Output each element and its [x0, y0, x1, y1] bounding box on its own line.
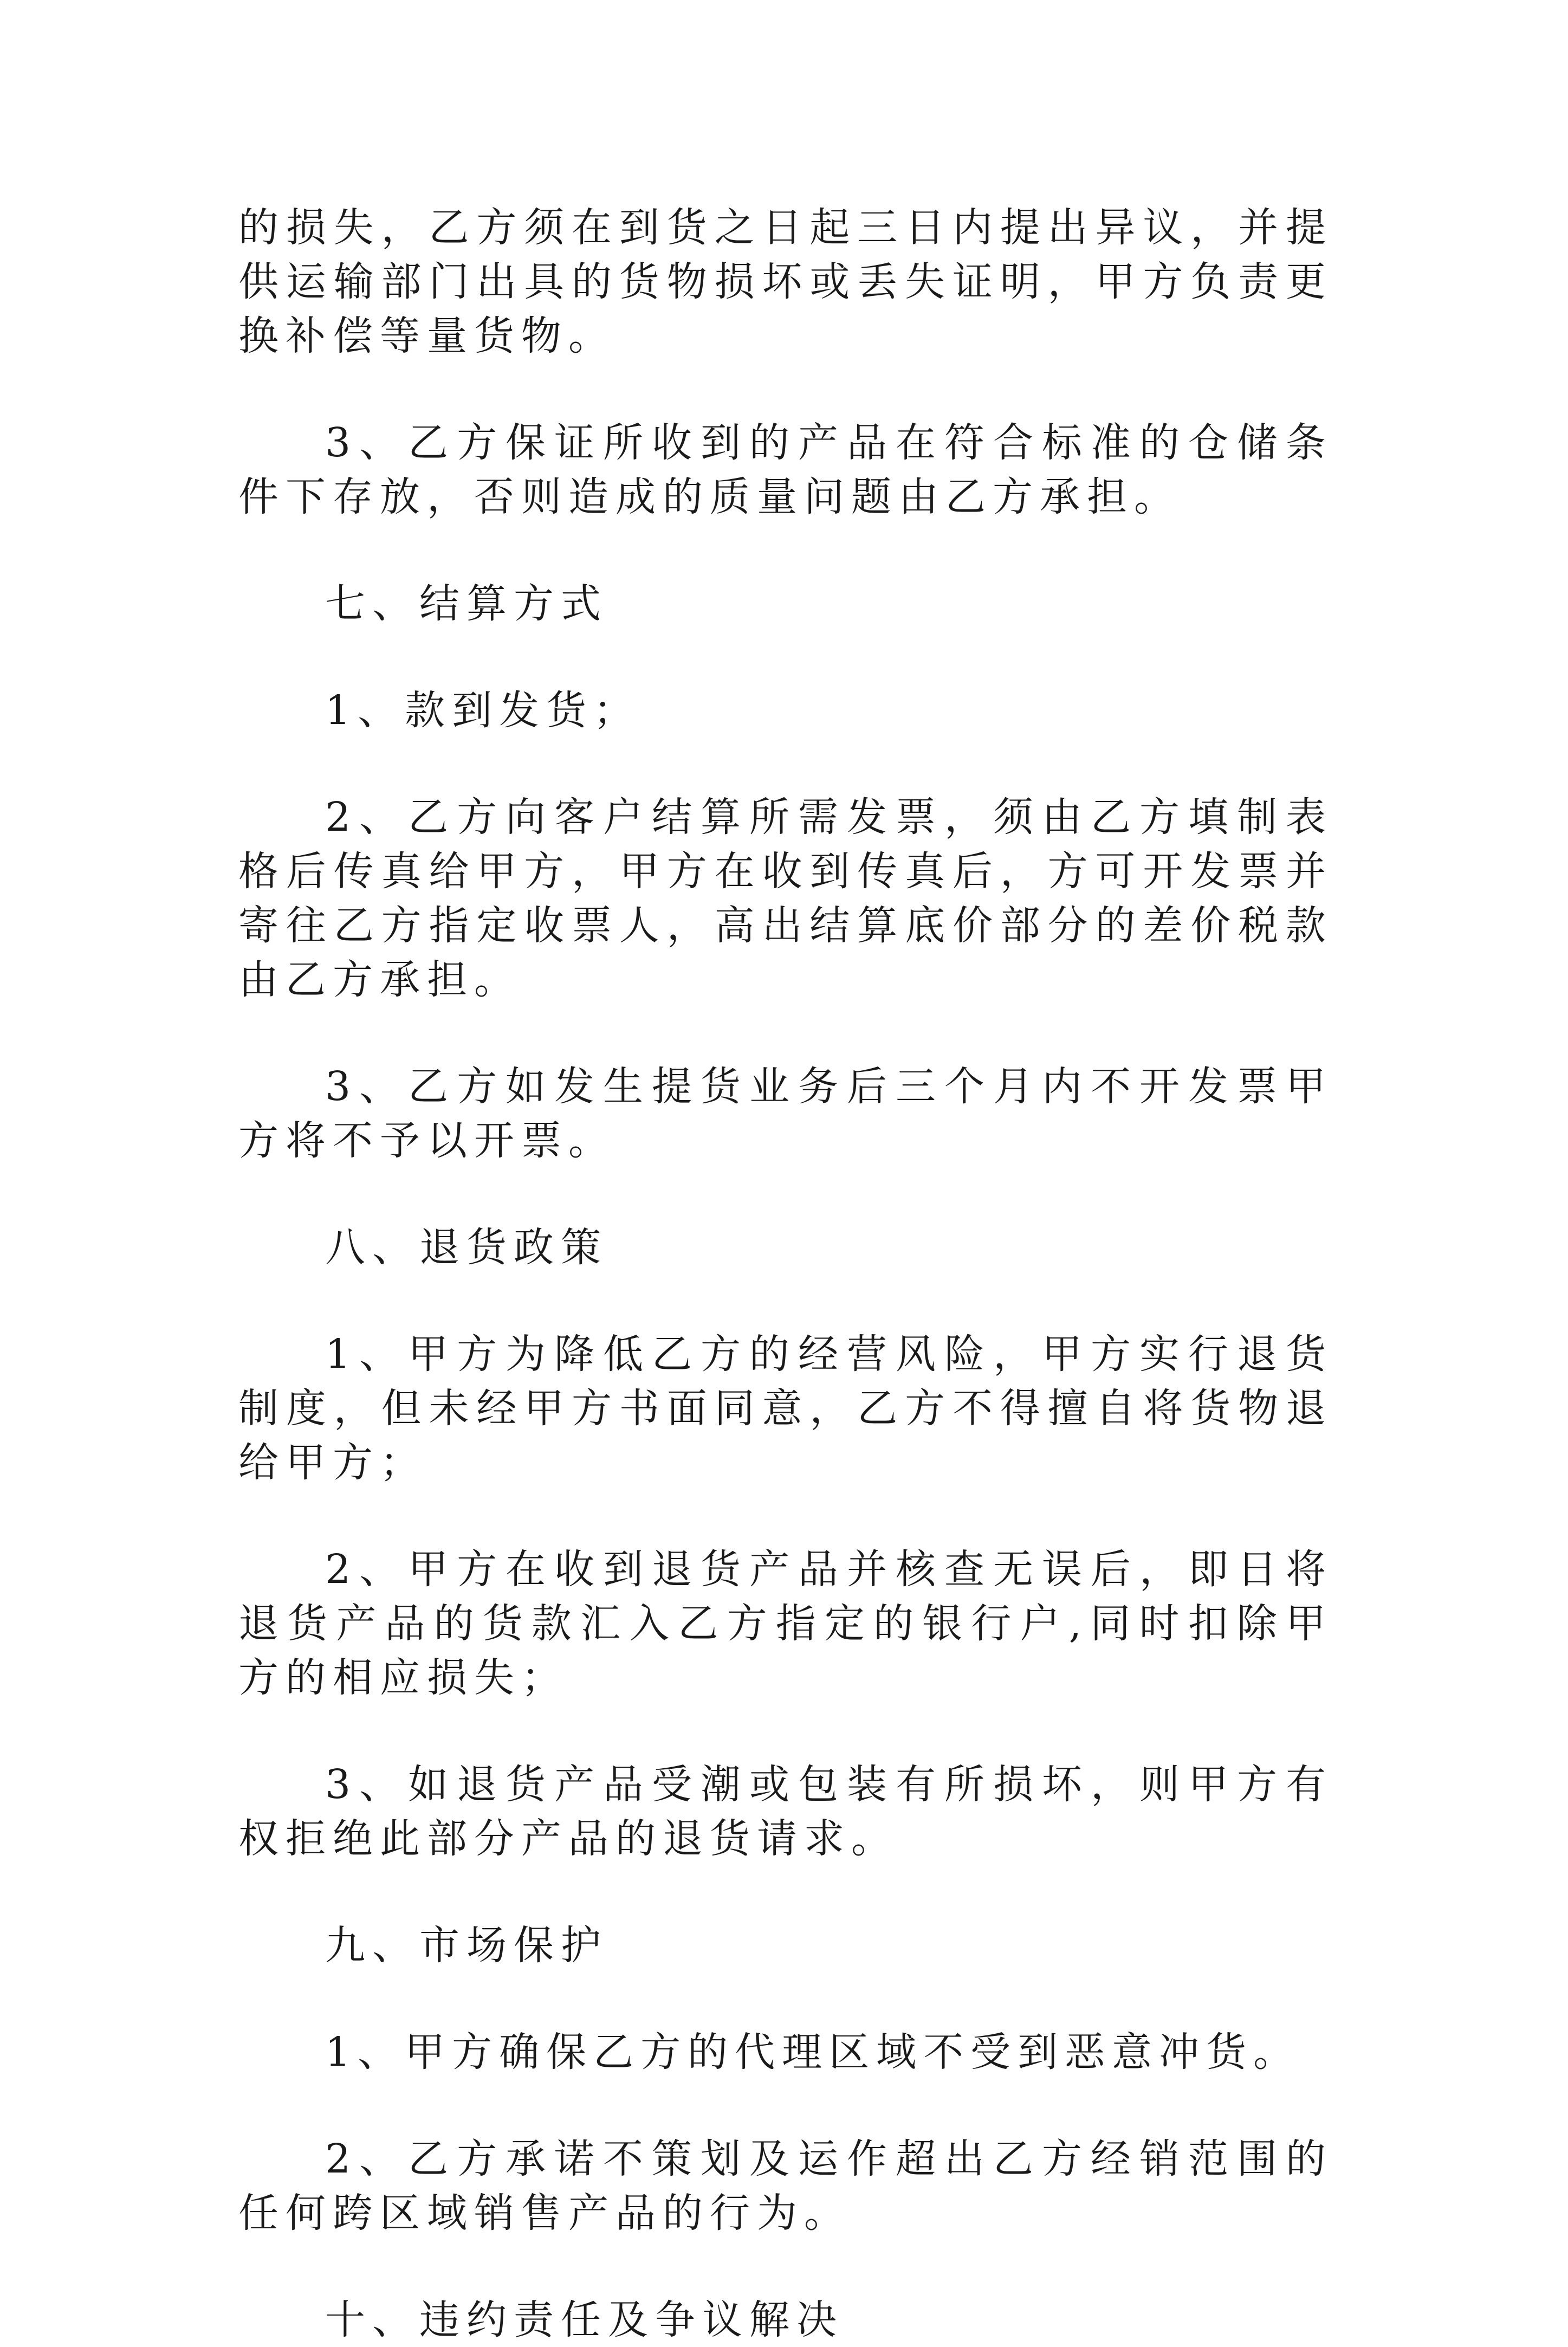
- paragraph-settlement-1: 1、款到发货；: [325, 687, 641, 734]
- paragraph-continuation: 的损失，乙方须在到货之日起三日内提出异议，并提供运输部门出具的货物损坏或丢失证明，甲方负责更换补偿等量货物。: [238, 204, 1333, 359]
- paragraph-return-2: 2、甲方在收到退货产品并核查无误后，即日将退货产品的货款汇入乙方指定的银行户,同时扣除甲方的相应损失；: [238, 1546, 1333, 1701]
- paragraph-market-2: 2、乙方承诺不策划及运作超出乙方经销范围的任何跨区域销售产品的行为。: [238, 2136, 1333, 2236]
- section-heading-liability: 十、违约责任及争议解决: [325, 2297, 844, 2343]
- paragraph-settlement-3: 3、乙方如发生提货业务后三个月内不开发票甲方将不予以开票。: [238, 1063, 1333, 1164]
- paragraph-market-1: 1、甲方确保乙方的代理区域不受到恶意冲货。: [325, 2029, 1301, 2076]
- section-heading-return-policy: 八、退货政策: [325, 1224, 608, 1271]
- paragraph-settlement-2: 2、乙方向客户结算所需发票，须由乙方填制表格后传真给甲方，甲方在收到传真后，方可开发票并寄往乙方指定收票人，高出结算底价部分的差价税款由乙方承担。: [238, 794, 1333, 1003]
- paragraph-clause-3-storage: 3、乙方保证所收到的产品在符合标准的仓储条件下存放，否则造成的质量问题由乙方承担。: [238, 419, 1333, 520]
- section-heading-market-protection: 九、市场保护: [325, 1922, 608, 1969]
- document-page: [238, 201, 1333, 2347]
- section-heading-settlement: 七、结算方式: [325, 580, 608, 627]
- paragraph-return-1: 1、甲方为降低乙方的经营风险，甲方实行退货制度，但未经甲方书面同意，乙方不得擅自将货物退给甲方；: [238, 1331, 1333, 1486]
- paragraph-return-3: 3、如退货产品受潮或包装有所损坏，则甲方有权拒绝此部分产品的退货请求。: [238, 1761, 1333, 1862]
